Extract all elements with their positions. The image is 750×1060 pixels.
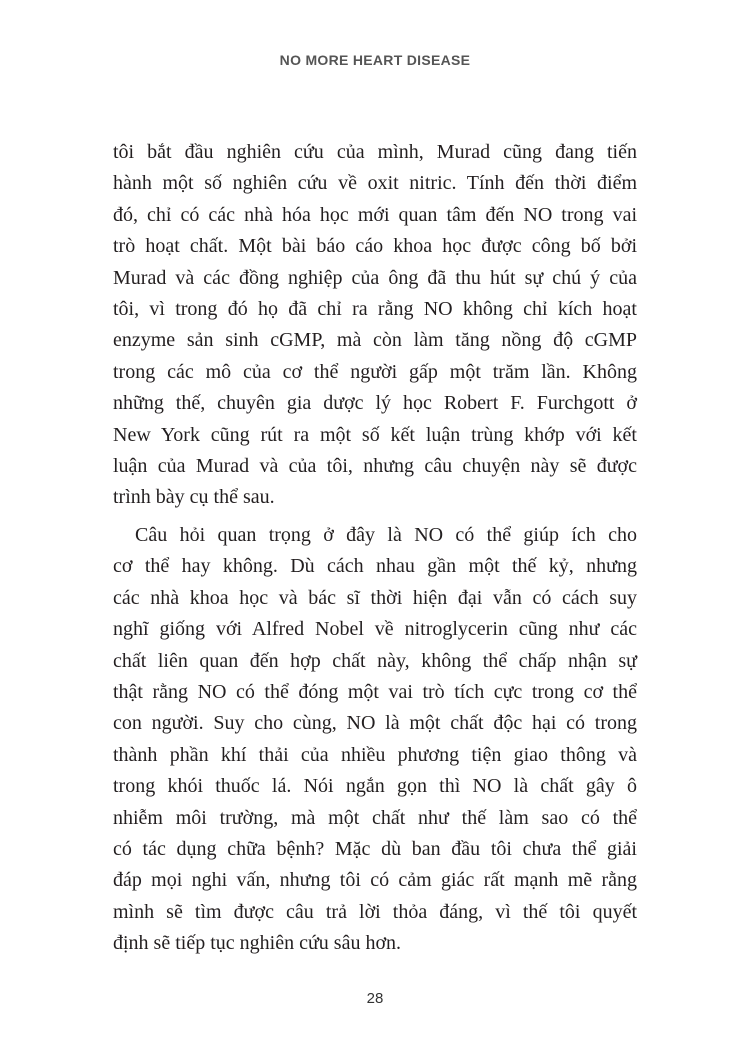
text-line: New York cũng rút ra một số kết luận trùng khớp với kết (113, 423, 637, 446)
paragraph-1 (113, 137, 637, 514)
text-line: những thế, chuyên gia dược lý học Robert F. Furchgott ở (113, 392, 637, 415)
text-line: trò hoạt chất. Một bài báo cáo khoa học được công bố bởi (113, 235, 637, 258)
text-line: có tác dụng chữa bệnh? Mặc dù ban đầu tôi chưa thể giải (113, 837, 637, 860)
page-number: 28 (366, 990, 384, 1007)
text-line: thật rằng NO có thể đóng một vai trò tích cực trong cơ thể (113, 680, 637, 703)
text-line: enzyme sản sinh cGMP, mà còn làm tăng nồng độ cGMP (113, 329, 637, 352)
text-line: mình sẽ tìm được câu trả lời thỏa đáng, vì thế tôi quyết (113, 900, 637, 923)
text-line: thành phần khí thải của nhiều phương tiện giao thông và (113, 743, 637, 766)
text-line: các nhà khoa học và bác sĩ thời hiện đại vẫn có cách suy (113, 586, 637, 609)
text-line: đáp mọi nghi vấn, nhưng tôi có cảm giác rất mạnh mẽ rằng (113, 869, 637, 892)
text-line: nghĩ giống với Alfred Nobel về nitroglycerin cũng như các (113, 618, 637, 641)
text-line: cơ thể hay không. Dù cách nhau gần một thế kỷ, nhưng (113, 555, 637, 578)
text-line: nhiễm môi trường, mà một chất như thế làm sao có thể (113, 806, 637, 829)
text-line: hành một số nghiên cứu về oxit nitric. Tính đến thời điểm (113, 172, 637, 195)
text-line: chất liên quan đến hợp chất này, không thể chấp nhận sự (113, 649, 637, 672)
text-line: trong khói thuốc lá. Nói ngắn gọn thì NO là chất gây ô (113, 775, 637, 798)
paragraph-2 (113, 520, 637, 959)
text-line: trong các mô của cơ thể người gấp một trăm lần. Không (113, 360, 637, 383)
text-line: con người. Suy cho cùng, NO là một chất độc hại có trong (113, 712, 637, 735)
text-line: Câu hỏi quan trọng ở đây là NO có thể giúp ích cho (135, 524, 637, 546)
text-line: tôi bắt đầu nghiên cứu của mình, Murad cũng đang tiến (113, 141, 637, 163)
text-line: trình bày cụ thể sau. (113, 486, 275, 509)
running-header: NO MORE HEART DISEASE (279, 52, 471, 68)
text-line: tôi, vì trong đó họ đã chỉ ra rằng NO không chỉ kích hoạt (113, 297, 637, 320)
text-line: Murad và các đồng nghiệp của ông đã thu hút sự chú ý của (113, 266, 637, 289)
text-line: định sẽ tiếp tục nghiên cứu sâu hơn. (113, 932, 402, 955)
text-line: luận của Murad và của tôi, nhưng câu chuyện này sẽ được (113, 454, 637, 477)
text-line: đó, chỉ có các nhà hóa học mới quan tâm đến NO trong vai (113, 203, 637, 226)
